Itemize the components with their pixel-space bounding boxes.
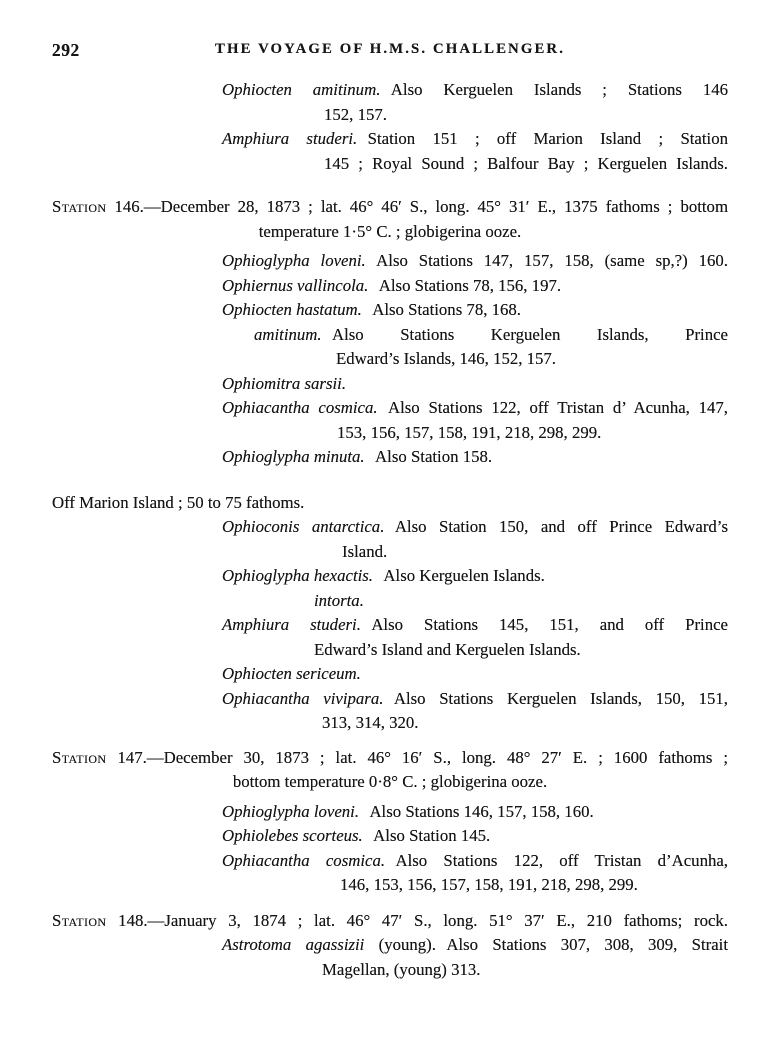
species-name: Amphiura studeri. xyxy=(222,129,358,148)
species-turnover-line xyxy=(52,540,728,565)
text-run: Also Stations Kerguelen Islands, 150, 151, xyxy=(393,688,728,708)
species-epithet-line xyxy=(52,323,728,348)
station-heading-turnover-line xyxy=(52,220,728,245)
species-entry-line xyxy=(52,849,728,874)
species-entry-line xyxy=(52,933,728,958)
page-number: 292 xyxy=(52,40,80,60)
text-run: 146.—December 28, 1873 ; lat. 46° 46′ S., long. 45° 31′ E., 1375 fathoms ; bottom xyxy=(106,197,728,216)
station-146-section xyxy=(52,195,728,470)
species-entry-line xyxy=(52,249,728,274)
species-name: Ophiacantha cosmica. xyxy=(222,398,378,417)
text-run: Also Station 145. xyxy=(373,826,491,845)
species-entry-line xyxy=(52,372,728,397)
station-label: Station xyxy=(52,197,107,216)
species-entry-line xyxy=(52,396,728,421)
species-name: Ophiacantha vivipara. xyxy=(222,688,384,708)
text-run: Also Station 150, and off Prince Edward’s xyxy=(394,517,728,536)
species-turnover-line xyxy=(52,421,728,446)
species-name: Ophiocten sericeum. xyxy=(222,664,361,683)
species-turnover-line xyxy=(52,103,728,128)
species-name: Amphiura studeri. xyxy=(222,615,361,634)
species-turnover-line xyxy=(52,347,728,372)
species-turnover-line xyxy=(52,152,728,177)
species-name: intorta. xyxy=(314,590,364,610)
text-run: Also Stations Kerguelen Islands, Prince xyxy=(332,324,728,344)
species-name: amitinum. xyxy=(254,324,322,344)
station-148-section xyxy=(52,909,728,983)
species-entry-line xyxy=(52,274,728,299)
station-147-section xyxy=(52,746,728,898)
species-entry-line xyxy=(52,613,728,638)
carryover-species-list xyxy=(52,78,728,176)
text-run: 148.—January 3, 1874 ; lat. 46° 47′ S., long. 51° 37′ E., 210 fathoms; rock. xyxy=(106,910,728,930)
species-entry-line xyxy=(52,564,728,589)
species-name: Ophioglypha loveni. xyxy=(222,251,366,270)
text-run: Island. xyxy=(342,541,388,561)
species-entry-line xyxy=(52,687,728,712)
species-name: Ophiolebes scorteus. xyxy=(222,826,363,845)
text-run: Also Station 158. xyxy=(375,447,493,466)
text-run: 152, 157. xyxy=(324,104,387,124)
species-turnover-line xyxy=(52,711,728,736)
text-run: 313, 314, 320. xyxy=(322,713,419,732)
station-heading-line xyxy=(52,909,728,934)
species-entry-line xyxy=(52,445,728,470)
species-name: Ophioglypha loveni. xyxy=(222,801,360,821)
species-name: Ophioconis antarctica. xyxy=(222,517,385,536)
species-turnover-line xyxy=(52,873,728,898)
text-run: bottom temperature 0·8° C. ; globigerina ooze. xyxy=(232,772,548,791)
text-run: 153, 156, 157, 158, 191, 218, 298, 299. xyxy=(337,422,602,442)
species-entry-line xyxy=(52,515,728,540)
text-run: Also Stations 122, off Tristan d’Acunha, xyxy=(395,850,728,870)
species-name: Ophiomitra sarsii. xyxy=(222,373,347,393)
station-label: Station xyxy=(52,910,107,930)
species-name: Ophioglypha minuta. xyxy=(222,447,365,466)
species-name: Ophiernus vallincola. xyxy=(222,275,369,295)
text-run: Station 151 ; off Marion Island ; Station xyxy=(367,129,728,148)
text-run: Also Stations 146, 157, 158, 160. xyxy=(369,801,594,821)
text-run: 147.—December 30, 1873 ; lat. 46° 16′ S., long. 48° 27′ E. ; 1600 fathoms ; xyxy=(106,747,728,767)
page-body xyxy=(52,78,728,982)
station-heading-line xyxy=(52,746,728,771)
off-marion-island-section xyxy=(52,491,728,736)
running-header: THE VOYAGE OF H.M.S. CHALLENGER. xyxy=(214,41,565,57)
text-run: Edward’s Islands, 146, 152, 157. xyxy=(336,349,556,368)
species-name: Ophiocten hastatum. xyxy=(222,300,362,319)
species-turnover-line xyxy=(52,638,728,663)
text-run: Also Stations 78, 168. xyxy=(372,300,521,319)
species-entry-line xyxy=(52,662,728,687)
text-run: 146, 153, 156, 157, 158, 191, 218, 298, 299. xyxy=(340,875,638,894)
text-run: Also Stations 147, 157, 158, (same sp,?) 160. xyxy=(376,251,728,270)
species-name: Ophiocten amitinum. xyxy=(222,80,381,99)
locality-heading-line xyxy=(52,491,728,516)
species-name: Ophioglypha hexactis. xyxy=(222,566,373,585)
text-run: Also Kerguelen Islands. xyxy=(383,566,545,585)
text-run: Magellan, (young) 313. xyxy=(322,959,481,979)
text-run: 145 ; Royal Sound ; Balfour Bay ; Kerguelen Islands. xyxy=(324,153,728,173)
species-name: Astrotoma agassizii xyxy=(222,935,365,954)
station-label: Station xyxy=(52,747,107,767)
species-entry-line xyxy=(52,78,728,103)
station-heading-turnover-line xyxy=(52,770,728,795)
text-run: Also Stations 145, 151, and off Prince xyxy=(371,615,728,634)
text-run: Also Kerguelen Islands ; Stations 146 xyxy=(390,80,728,99)
text-run: Edward’s Island and Kerguelen Islands. xyxy=(314,639,581,659)
text-run: Off Marion Island ; 50 to 75 fathoms. xyxy=(52,492,305,512)
species-entry-line xyxy=(52,298,728,323)
species-entry-line xyxy=(52,127,728,152)
species-epithet-line xyxy=(52,589,728,614)
species-entry-line xyxy=(52,824,728,849)
station-heading-line xyxy=(52,195,728,220)
text-run: Also Stations 307, 308, 309, Strait xyxy=(446,935,728,954)
species-turnover-line xyxy=(52,958,728,983)
text-run: (young). xyxy=(364,935,436,954)
text-run: Also Stations 122, off Tristan d’ Acunha, 147, xyxy=(388,398,728,417)
text-run: temperature 1·5° C. ; globigerina ooze. xyxy=(258,221,522,241)
page-header xyxy=(52,40,728,65)
species-entry-line xyxy=(52,800,728,825)
text-run: Also Stations 78, 156, 197. xyxy=(378,275,562,295)
species-name: Ophiacantha cosmica. xyxy=(222,850,386,870)
